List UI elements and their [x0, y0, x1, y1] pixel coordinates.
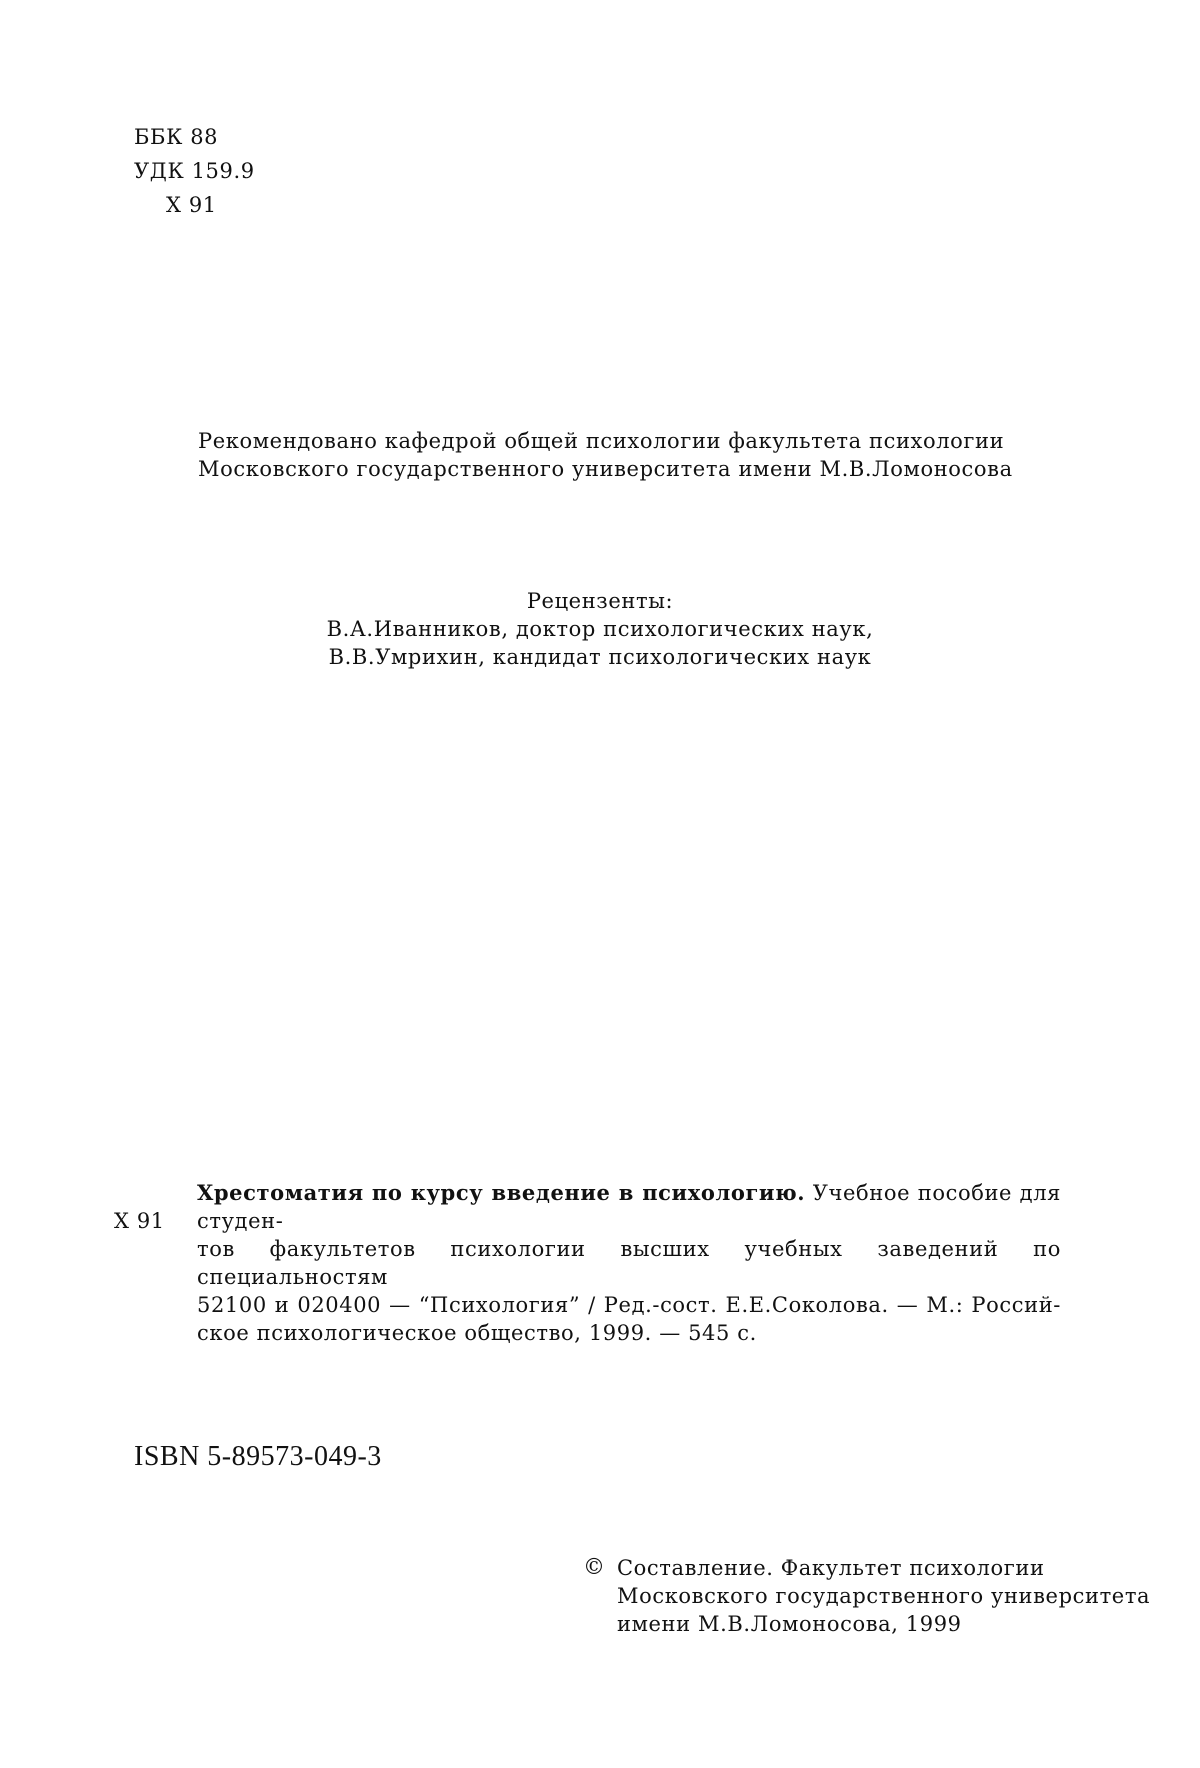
copyright-line-1: Составление. Факультет психологии: [617, 1554, 1150, 1582]
author-mark: Х 91: [134, 188, 255, 222]
reviewer-line-2: В.В.Умрихин, кандидат психологических наук: [300, 643, 900, 671]
recommendation-line-2: Московского государственного университета имени М.В.Ломоносова: [198, 455, 1013, 483]
copyright-block: [617, 1554, 1150, 1638]
bibliography-code: Х 91: [114, 1207, 165, 1235]
bbk-code: ББК 88: [134, 120, 255, 154]
classification-block: [134, 120, 255, 222]
bibliography-line-1-rest: Учебное пособие для студен-: [197, 1181, 1061, 1233]
isbn: ISBN 5-89573-049-3: [134, 1441, 382, 1473]
udk-code: УДК 159.9: [134, 154, 255, 188]
reviewer-line-1: В.А.Иванников, доктор психологических наук,: [300, 615, 900, 643]
recommendation-block: [198, 427, 1013, 483]
copyright-line-2: Московского государственного университета: [617, 1582, 1150, 1610]
copyright-line-3: имени М.В.Ломоносова, 1999: [617, 1610, 1150, 1638]
bibliography-line-1: [197, 1179, 1061, 1235]
bibliography-line-3: 52100 и 020400 — “Психология” / Ред.-сост. Е.Е.Соколова. — М.: Россий-: [197, 1291, 1061, 1319]
recommendation-line-1: Рекомендовано кафедрой общей психологии факультета психологии: [198, 427, 1013, 455]
reviewers-heading: Рецензенты:: [300, 587, 900, 615]
copyright-symbol: ©: [583, 1554, 605, 1582]
book-title: Хрестоматия по курсу введение в психологию.: [197, 1180, 805, 1205]
bibliography-line-4: ское психологическое общество, 1999. — 545 с.: [197, 1319, 1061, 1347]
reviewers-block: [300, 587, 900, 671]
bibliographic-description: [197, 1179, 1061, 1347]
bibliography-line-2: тов факультетов психологии высших учебных заведений по специальностям: [197, 1235, 1061, 1291]
